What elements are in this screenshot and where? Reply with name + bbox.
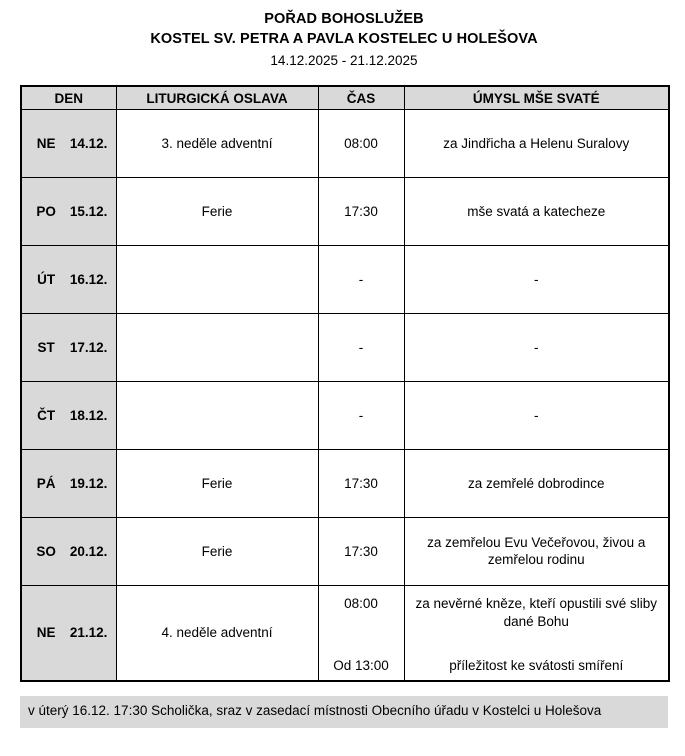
day-cell (21, 585, 116, 681)
day-abbrev: ČT (37, 407, 56, 423)
celebration-cell: 4. neděle adventní (116, 585, 318, 681)
church-name: KOSTEL SV. PETRA A PAVLA KOSTELEC U HOLEŠOVA (150, 30, 538, 47)
celebration-cell (116, 381, 318, 449)
table-row-pa-19 (21, 449, 669, 517)
table-row-so-20 (21, 517, 669, 585)
day-abbrev: NE (36, 625, 56, 641)
day-cell (21, 177, 116, 245)
day-cell (21, 517, 116, 585)
intention-cell: - (404, 381, 669, 449)
day-cell (21, 313, 116, 381)
time-cell (318, 585, 404, 681)
celebration-cell: Ferie (116, 517, 318, 585)
table-row-ne-21 (21, 585, 669, 681)
intention-stack (411, 589, 663, 677)
intention-cell: za Jindřicha a Helenu Suralovy (404, 109, 669, 177)
celebration-cell (116, 245, 318, 313)
celebration-cell: Ferie (116, 449, 318, 517)
day-date: 17.12. (69, 339, 108, 355)
day-cell (21, 381, 116, 449)
day-abbrev: PÁ (36, 475, 56, 491)
day-date: 20.12. (69, 543, 108, 559)
time-first: 08:00 (344, 596, 378, 612)
table-body (21, 109, 669, 681)
day-cell (21, 245, 116, 313)
intention-cell: mše svatá a katecheze (404, 177, 669, 245)
day-cell (21, 449, 116, 517)
intention-first: za nevěrné kněze, kteří opustili své sliby dané Bohu (415, 596, 658, 629)
time-second: Od 13:00 (333, 657, 389, 673)
day-abbrev: NE (36, 135, 56, 151)
column-header-umysl: ÚMYSL MŠE SVATÉ (404, 86, 669, 109)
table-row-ut-16 (21, 245, 669, 313)
intention-second: příležitost ke svátosti smíření (449, 657, 624, 673)
table-header-row (21, 86, 669, 109)
day-date: 15.12. (69, 203, 108, 219)
day-abbrev: ST (37, 339, 55, 355)
column-header-liturgicka-oslava: LITURGICKÁ OSLAVA (116, 86, 318, 109)
intention-cell (404, 585, 669, 681)
intention-cell: - (404, 313, 669, 381)
document-header (20, 8, 668, 70)
column-header-cas: ČAS (318, 86, 404, 109)
table-row-po-15 (21, 177, 669, 245)
time-cell: 17:30 (318, 177, 404, 245)
intention-cell: za zemřelou Evu Večeřovou, živou a zemřelou rodinu (404, 517, 669, 585)
celebration-cell: 3. neděle adventní (116, 109, 318, 177)
intention-cell: - (404, 245, 669, 313)
day-date: 16.12. (69, 271, 108, 287)
table-head (21, 86, 669, 109)
day-abbrev: PO (36, 203, 56, 219)
day-abbrev: SO (36, 543, 56, 559)
time-cell: 17:30 (318, 449, 404, 517)
day-date: 14.12. (69, 135, 108, 151)
schedule-table (20, 85, 670, 682)
day-date: 21.12. (69, 625, 108, 641)
time-cell: - (318, 313, 404, 381)
column-header-den: DEN (21, 86, 116, 109)
celebration-cell (116, 313, 318, 381)
day-cell (21, 109, 116, 177)
table-row-ne-14 (21, 109, 669, 177)
time-cell: - (318, 381, 404, 449)
time-cell: 08:00 (318, 109, 404, 177)
table-row-ct-18 (21, 381, 669, 449)
document-title: POŘAD BOHOSLUŽEB (264, 11, 424, 27)
time-cell: 17:30 (318, 517, 404, 585)
time-stack (323, 589, 400, 677)
intention-cell: za zemřelé dobrodince (404, 449, 669, 517)
celebration-cell: Ferie (116, 177, 318, 245)
day-abbrev: ÚT (37, 271, 56, 287)
time-cell: - (318, 245, 404, 313)
day-date: 18.12. (69, 407, 108, 423)
footer-note: v úterý 16.12. 17:30 Scholička, sraz v zasedací místnosti Obecního úřadu v Kostelci u Holešova (20, 696, 668, 728)
day-date: 19.12. (69, 475, 108, 491)
table-row-st-17 (21, 313, 669, 381)
date-range: 14.12.2025 - 21.12.2025 (270, 53, 418, 69)
